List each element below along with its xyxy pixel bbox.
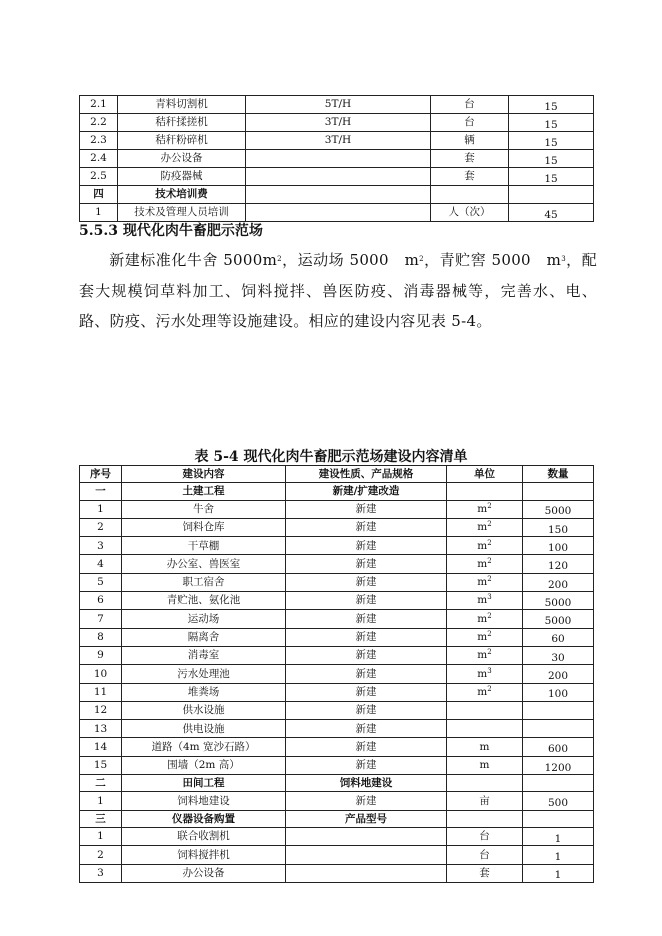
cell-spec: 5T/H	[246, 96, 431, 114]
section-title: 仪器设备购置	[122, 810, 286, 827]
cell-spec: 3T/H	[246, 114, 431, 132]
cell-no: 2.3	[80, 132, 118, 150]
cell-nature: 新建	[286, 720, 447, 738]
table-row	[80, 864, 594, 882]
section-unit	[447, 775, 523, 792]
cell-nature	[286, 846, 447, 864]
unit-text: m	[477, 685, 488, 698]
cell-qty	[509, 186, 594, 204]
table-row	[80, 537, 594, 555]
table-row	[80, 573, 594, 591]
cell-unit	[447, 792, 523, 810]
cell-content: 堆粪场	[122, 683, 286, 701]
unit-superscript: 2	[487, 630, 492, 639]
cell-name: 防疫器械	[118, 168, 246, 186]
cell-content: 办公室、兽医室	[122, 555, 286, 573]
cell-no: 2.1	[80, 96, 118, 114]
cell-no: 2.4	[80, 150, 118, 168]
unit-text: m	[477, 557, 488, 570]
section-no: 三	[80, 810, 122, 827]
cell-no: 2.5	[80, 168, 118, 186]
section-qty	[523, 775, 594, 792]
cell-nature	[286, 864, 447, 882]
equipment-table-continued	[79, 95, 594, 222]
cell-no: 1	[80, 827, 122, 845]
unit-superscript: 3	[487, 593, 492, 602]
cell-nature	[286, 827, 447, 845]
table-row	[80, 683, 594, 701]
unit-superscript: 2	[487, 538, 492, 547]
table-row	[80, 150, 594, 168]
cell-nature: 新建	[286, 518, 447, 536]
section-no: 二	[80, 775, 122, 792]
cell-qty: 15	[509, 132, 594, 150]
unit-superscript: 2	[487, 575, 492, 584]
construction-content-table	[79, 465, 594, 883]
cell-content: 饲料仓库	[122, 518, 286, 536]
unit-text: m	[477, 502, 488, 515]
unit-text: m	[477, 521, 488, 534]
cell-unit	[431, 186, 509, 204]
unit-superscript: 2	[487, 520, 492, 529]
table-row	[80, 738, 594, 756]
cell-no: 1	[80, 792, 122, 810]
header-qty: 数量	[523, 466, 594, 483]
unit-text: 台	[479, 830, 490, 843]
table-title: 表 5-4 现代化肉牛畜肥示范场建设内容清单	[194, 449, 468, 465]
unit-text: 台	[479, 848, 490, 861]
table-row	[80, 827, 594, 845]
cell-unit	[447, 665, 523, 683]
cell-no: 11	[80, 683, 122, 701]
cell-unit	[447, 756, 523, 774]
cell-unit	[447, 720, 523, 738]
section-number: 5.5.3	[79, 223, 118, 239]
table-row	[80, 518, 594, 536]
cell-spec: 3T/H	[246, 132, 431, 150]
superscript: 2	[277, 255, 282, 263]
body-paragraph	[79, 245, 597, 337]
cell-name: 青料切割机	[118, 96, 246, 114]
cell-qty: 1200	[523, 756, 594, 774]
cell-unit	[447, 701, 523, 719]
table-row	[80, 846, 594, 864]
cell-content: 运动场	[122, 610, 286, 628]
paragraph-text: 新建标准化牛舍 5000m	[109, 251, 278, 269]
cell-no: 2.2	[80, 114, 118, 132]
header-content: 建设内容	[122, 466, 286, 483]
cell-nature: 新建	[286, 610, 447, 628]
cell-nature: 新建	[286, 792, 447, 810]
section-row	[80, 810, 594, 827]
cell-spec	[246, 186, 431, 204]
cell-qty: 100	[523, 537, 594, 555]
cell-qty: 1	[523, 846, 594, 864]
cell-no: 1	[80, 500, 122, 518]
cell-unit	[447, 738, 523, 756]
section-title: 田间工程	[122, 775, 286, 792]
superscript: 3	[561, 255, 566, 263]
cell-qty: 15	[509, 150, 594, 168]
table-row	[80, 628, 594, 646]
table-row	[80, 96, 594, 114]
header-unit: 单位	[447, 466, 523, 483]
cell-no: 4	[80, 555, 122, 573]
table-row	[80, 168, 594, 186]
unit-text: m	[477, 594, 488, 607]
section-nature: 饲料地建设	[286, 775, 447, 792]
unit-text: m	[477, 539, 488, 552]
cell-content: 干草棚	[122, 537, 286, 555]
cell-qty: 15	[509, 96, 594, 114]
cell-content: 围墙（2m 高）	[122, 756, 286, 774]
cell-content: 道路（4m 宽沙石路）	[122, 738, 286, 756]
cell-name: 技术及管理人员培训	[118, 204, 246, 222]
cell-unit	[447, 827, 523, 845]
cell-unit	[447, 500, 523, 518]
section-unit	[447, 483, 523, 500]
cell-content: 牛舍	[122, 500, 286, 518]
table-row	[80, 701, 594, 719]
header-nature: 建设性质、产品规格	[286, 466, 447, 483]
cell-no: 9	[80, 646, 122, 664]
cell-unit	[447, 555, 523, 573]
section-row	[80, 775, 594, 792]
unit-superscript: 2	[487, 501, 492, 510]
table-row	[80, 720, 594, 738]
unit-text: m	[477, 649, 488, 662]
cell-no: 13	[80, 720, 122, 738]
cell-unit	[447, 683, 523, 701]
cell-content: 消毒室	[122, 646, 286, 664]
table-row	[80, 555, 594, 573]
unit-text: m	[479, 759, 490, 772]
cell-content: 饲料地建设	[122, 792, 286, 810]
cell-content: 青贮池、氨化池	[122, 592, 286, 610]
section-nature: 产品型号	[286, 810, 447, 827]
unit-text: m	[477, 667, 488, 680]
cell-nature: 新建	[286, 537, 447, 555]
cell-no: 10	[80, 665, 122, 683]
cell-no: 1	[80, 204, 118, 222]
cell-unit: 套	[431, 150, 509, 168]
cell-nature: 新建	[286, 573, 447, 591]
cell-qty: 150	[523, 518, 594, 536]
cell-content: 联合收割机	[122, 827, 286, 845]
cell-no: 8	[80, 628, 122, 646]
cell-qty: 600	[523, 738, 594, 756]
section-heading	[79, 220, 263, 240]
cell-qty: 1	[523, 827, 594, 845]
cell-unit: 人（次）	[431, 204, 509, 222]
cell-nature: 新建	[286, 701, 447, 719]
table-row	[80, 114, 594, 132]
paragraph-text: ，青贮窖 5000 m	[423, 251, 562, 269]
unit-text: 亩	[479, 794, 490, 807]
cell-qty: 30	[523, 646, 594, 664]
cell-no: 5	[80, 573, 122, 591]
cell-nature: 新建	[286, 646, 447, 664]
cell-content: 隔离舍	[122, 628, 286, 646]
cell-nature: 新建	[286, 592, 447, 610]
table-row	[80, 186, 594, 204]
cell-nature: 新建	[286, 665, 447, 683]
cell-qty	[523, 720, 594, 738]
cell-unit	[447, 846, 523, 864]
unit-text: 套	[479, 866, 490, 879]
cell-unit: 台	[431, 96, 509, 114]
cell-qty: 5000	[523, 610, 594, 628]
cell-unit	[447, 646, 523, 664]
section-no: 一	[80, 483, 122, 500]
cell-name: 办公设备	[118, 150, 246, 168]
table-header-row	[80, 466, 594, 483]
cell-no: 15	[80, 756, 122, 774]
cell-nature: 新建	[286, 555, 447, 573]
cell-no: 12	[80, 701, 122, 719]
cell-spec	[246, 150, 431, 168]
cell-no: 3	[80, 864, 122, 882]
cell-qty: 1	[523, 864, 594, 882]
cell-name: 秸秆粉碎机	[118, 132, 246, 150]
cell-unit: 辆	[431, 132, 509, 150]
unit-superscript: 2	[487, 611, 492, 620]
table-row	[80, 756, 594, 774]
unit-text: m	[477, 576, 488, 589]
section-title: 土建工程	[122, 483, 286, 500]
cell-unit	[447, 518, 523, 536]
cell-no: 7	[80, 610, 122, 628]
cell-qty: 500	[523, 792, 594, 810]
cell-qty: 100	[523, 683, 594, 701]
cell-nature: 新建	[286, 500, 447, 518]
cell-qty: 120	[523, 555, 594, 573]
unit-text: m	[477, 612, 488, 625]
unit-superscript: 2	[487, 648, 492, 657]
cell-unit	[447, 628, 523, 646]
cell-nature: 新建	[286, 683, 447, 701]
cell-no: 2	[80, 518, 122, 536]
cell-content: 职工宿舍	[122, 573, 286, 591]
table-row	[80, 610, 594, 628]
cell-qty	[523, 701, 594, 719]
cell-content: 供电设施	[122, 720, 286, 738]
cell-unit	[447, 573, 523, 591]
section-nature: 新建/扩建改造	[286, 483, 447, 500]
section-title: 现代化肉牛畜肥示范场	[122, 223, 263, 239]
table-row	[80, 204, 594, 222]
section-qty	[523, 810, 594, 827]
section-qty	[523, 483, 594, 500]
cell-unit: 套	[431, 168, 509, 186]
unit-text: m	[477, 631, 488, 644]
cell-qty: 15	[509, 114, 594, 132]
header-no: 序号	[80, 466, 122, 483]
cell-content: 饲料搅拌机	[122, 846, 286, 864]
cell-qty: 15	[509, 168, 594, 186]
cell-content: 污水处理池	[122, 665, 286, 683]
cell-unit	[447, 592, 523, 610]
cell-spec	[246, 204, 431, 222]
paragraph-text: ，运动场 5000 m	[281, 251, 420, 269]
cell-qty: 60	[523, 628, 594, 646]
cell-nature: 新建	[286, 738, 447, 756]
cell-name: 技术培训费	[118, 186, 246, 204]
cell-no: 3	[80, 537, 122, 555]
superscript: 2	[419, 255, 424, 263]
paragraph-text: ，配套大规模饲草料加工、饲料搅拌、兽医防疫、消毒器械等，完善水、电、路、防疫、污水处理等设施建设。相应的建设内容见表 5-4。	[79, 251, 598, 330]
cell-unit: 台	[431, 114, 509, 132]
section-unit	[447, 810, 523, 827]
cell-no: 2	[80, 846, 122, 864]
cell-qty: 5000	[523, 500, 594, 518]
cell-no: 14	[80, 738, 122, 756]
section-row	[80, 483, 594, 500]
cell-nature: 新建	[286, 756, 447, 774]
cell-spec	[246, 168, 431, 186]
cell-qty: 5000	[523, 592, 594, 610]
cell-qty: 45	[509, 204, 594, 222]
cell-unit	[447, 610, 523, 628]
cell-qty: 200	[523, 573, 594, 591]
cell-unit	[447, 864, 523, 882]
cell-name: 秸秆揉搓机	[118, 114, 246, 132]
cell-no: 6	[80, 592, 122, 610]
cell-content: 办公设备	[122, 864, 286, 882]
unit-superscript: 3	[487, 666, 492, 675]
cell-nature: 新建	[286, 628, 447, 646]
cell-unit	[447, 537, 523, 555]
unit-superscript: 2	[487, 556, 492, 565]
table-row	[80, 665, 594, 683]
table-row	[80, 132, 594, 150]
table-row	[80, 592, 594, 610]
cell-content: 供水设施	[122, 701, 286, 719]
table-row	[80, 500, 594, 518]
table-row	[80, 792, 594, 810]
unit-superscript: 2	[487, 684, 492, 693]
cell-no: 四	[80, 186, 118, 204]
cell-qty: 200	[523, 665, 594, 683]
table-row	[80, 646, 594, 664]
unit-text: m	[479, 740, 490, 753]
